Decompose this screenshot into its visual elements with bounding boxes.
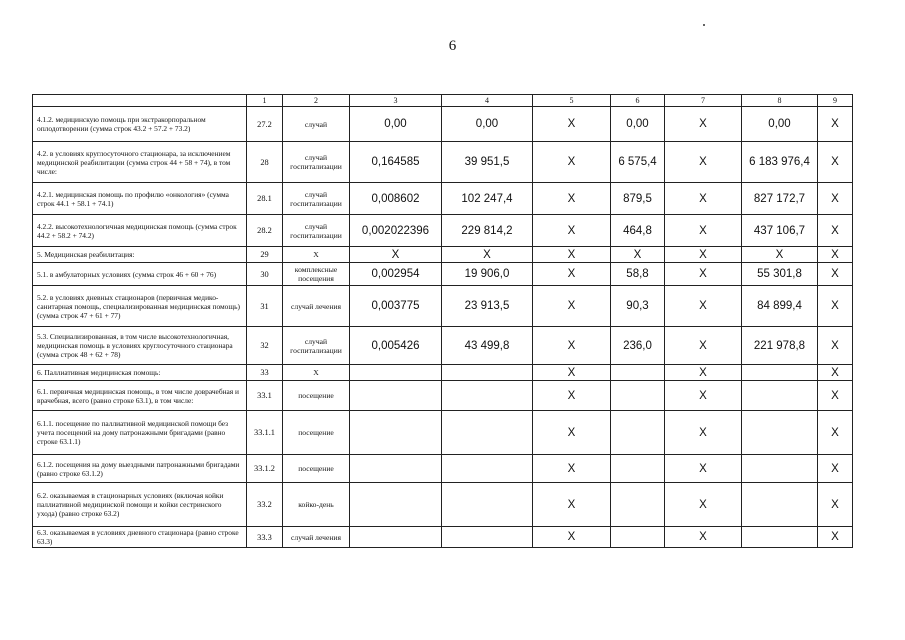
table-row xyxy=(33,527,853,548)
col8-cell: 84 899,4 xyxy=(742,286,818,327)
row-code-cell: 29 xyxy=(247,247,283,263)
col5-cell: X xyxy=(533,365,611,381)
col5-cell: X xyxy=(533,455,611,483)
header-cell: 9 xyxy=(818,95,853,107)
col9-cell: X xyxy=(818,365,853,381)
col5-cell: X xyxy=(533,381,611,411)
col6-cell: 58,8 xyxy=(611,263,665,286)
col9-cell: X xyxy=(818,247,853,263)
col6-cell xyxy=(611,365,665,381)
col6-cell: 464,8 xyxy=(611,215,665,247)
col8-cell xyxy=(742,527,818,548)
row-unit-cell: случай госпитализации xyxy=(283,215,350,247)
col6-cell xyxy=(611,411,665,455)
row-unit-cell: случай госпитализации xyxy=(283,327,350,365)
col4-cell xyxy=(442,365,533,381)
row-code-cell: 31 xyxy=(247,286,283,327)
col3-cell: 0,003775 xyxy=(350,286,442,327)
row-name-cell: 6.3. оказываемая в условиях дневного стационара (равно строке 63.3) xyxy=(33,527,247,548)
col5-cell: X xyxy=(533,483,611,527)
row-name-cell: 5.1. в амбулаторных условиях (сумма строк 46 + 60 + 76) xyxy=(33,263,247,286)
row-unit-cell: посещение xyxy=(283,411,350,455)
col5-cell: X xyxy=(533,142,611,183)
header-cell: 4 xyxy=(442,95,533,107)
data-table xyxy=(32,94,853,548)
col6-cell xyxy=(611,483,665,527)
col3-cell xyxy=(350,455,442,483)
row-unit-cell: случай госпитализации xyxy=(283,142,350,183)
col7-cell: X xyxy=(665,263,742,286)
col8-cell: 6 183 976,4 xyxy=(742,142,818,183)
row-code-cell: 30 xyxy=(247,263,283,286)
col7-cell: X xyxy=(665,183,742,215)
col4-cell: 23 913,5 xyxy=(442,286,533,327)
col8-cell xyxy=(742,365,818,381)
col7-cell: X xyxy=(665,365,742,381)
table-row xyxy=(33,455,853,483)
col9-cell: X xyxy=(818,263,853,286)
col9-cell: X xyxy=(818,183,853,215)
col9-cell: X xyxy=(818,527,853,548)
header-cell: 7 xyxy=(665,95,742,107)
col3-cell: 0,164585 xyxy=(350,142,442,183)
table-row xyxy=(33,286,853,327)
row-name-cell: 6.1. первичная медицинская помощь, в том числе доврачебная и врачебная, всего (равно строке 63.1), в том числе: xyxy=(33,381,247,411)
table-row xyxy=(33,365,853,381)
col8-cell: 0,00 xyxy=(742,107,818,142)
col5-cell: X xyxy=(533,286,611,327)
col5-cell: X xyxy=(533,107,611,142)
row-code-cell: 33.2 xyxy=(247,483,283,527)
col4-cell: 19 906,0 xyxy=(442,263,533,286)
col5-cell: X xyxy=(533,327,611,365)
row-name-cell: 4.2.2. высокотехнологичная медицинская помощь (сумма строк 44.2 + 58.2 + 74.2) xyxy=(33,215,247,247)
row-unit-cell: комплексные посещения xyxy=(283,263,350,286)
page-number: 6 xyxy=(448,38,457,54)
col3-cell: 0,00 xyxy=(350,107,442,142)
col6-cell: 90,3 xyxy=(611,286,665,327)
scan-speck xyxy=(703,24,705,26)
col4-cell xyxy=(442,381,533,411)
header-cell: 2 xyxy=(283,95,350,107)
col4-cell xyxy=(442,483,533,527)
col7-cell: X xyxy=(665,247,742,263)
table-row xyxy=(33,411,853,455)
row-code-cell: 32 xyxy=(247,327,283,365)
row-code-cell: 28.2 xyxy=(247,215,283,247)
col9-cell: X xyxy=(818,286,853,327)
col7-cell: X xyxy=(665,215,742,247)
col4-cell: X xyxy=(442,247,533,263)
col4-cell: 102 247,4 xyxy=(442,183,533,215)
col5-cell: X xyxy=(533,215,611,247)
row-code-cell: 28.1 xyxy=(247,183,283,215)
header-row xyxy=(33,95,853,107)
col9-cell: X xyxy=(818,327,853,365)
col4-cell: 229 814,2 xyxy=(442,215,533,247)
col6-cell: 879,5 xyxy=(611,183,665,215)
header-cell: 8 xyxy=(742,95,818,107)
row-code-cell: 33 xyxy=(247,365,283,381)
col8-cell: 437 106,7 xyxy=(742,215,818,247)
col3-cell: 0,002022396 xyxy=(350,215,442,247)
col4-cell: 0,00 xyxy=(442,107,533,142)
col7-cell: X xyxy=(665,483,742,527)
col8-cell xyxy=(742,381,818,411)
col7-cell: X xyxy=(665,142,742,183)
row-name-cell: 6.1.2. посещения на дому выездными патронажными бригадами (равно строке 63.1.2) xyxy=(33,455,247,483)
row-code-cell: 33.1.1 xyxy=(247,411,283,455)
col9-cell: X xyxy=(818,455,853,483)
col5-cell: X xyxy=(533,411,611,455)
col7-cell: X xyxy=(665,381,742,411)
col5-cell: X xyxy=(533,247,611,263)
row-unit-cell: X xyxy=(283,247,350,263)
row-name-cell: 5.2. в условиях дневных стационаров (первичная медико-санитарная помощь, специализированная медицинская помощь) (сумма строк 47 + 61 + 77) xyxy=(33,286,247,327)
col7-cell: X xyxy=(665,286,742,327)
header-cell: 3 xyxy=(350,95,442,107)
col4-cell: 39 951,5 xyxy=(442,142,533,183)
table-row xyxy=(33,381,853,411)
row-unit-cell: посещение xyxy=(283,455,350,483)
col6-cell xyxy=(611,527,665,548)
row-name-cell: 6. Паллиативная медицинская помощь: xyxy=(33,365,247,381)
row-unit-cell: случай лечения xyxy=(283,527,350,548)
col6-cell: 236,0 xyxy=(611,327,665,365)
col5-cell: X xyxy=(533,263,611,286)
col9-cell: X xyxy=(818,142,853,183)
col9-cell: X xyxy=(818,411,853,455)
row-unit-cell: койко-день xyxy=(283,483,350,527)
col3-cell: 0,005426 xyxy=(350,327,442,365)
table-row xyxy=(33,247,853,263)
row-code-cell: 33.3 xyxy=(247,527,283,548)
col6-cell xyxy=(611,381,665,411)
col3-cell: 0,008602 xyxy=(350,183,442,215)
row-unit-cell: посещение xyxy=(283,381,350,411)
header-cell xyxy=(33,95,247,107)
col8-cell: X xyxy=(742,247,818,263)
col6-cell: 6 575,4 xyxy=(611,142,665,183)
col4-cell: 43 499,8 xyxy=(442,327,533,365)
col6-cell xyxy=(611,455,665,483)
col9-cell: X xyxy=(818,107,853,142)
header-cell: 6 xyxy=(611,95,665,107)
col3-cell: 0,002954 xyxy=(350,263,442,286)
col3-cell xyxy=(350,365,442,381)
col8-cell: 55 301,8 xyxy=(742,263,818,286)
col3-cell: X xyxy=(350,247,442,263)
table-row xyxy=(33,183,853,215)
row-name-cell: 6.1.1. посещение по паллиативной медицинской помощи без учета посещений на дому патронажными бригадами (равно строке 63.1.1) xyxy=(33,411,247,455)
row-name-cell: 6.2. оказываемая в стационарных условиях (включая койки паллиативной медицинской помощи и койки сестринского ухода) (равно строке 63.2) xyxy=(33,483,247,527)
row-unit-cell: случай лечения xyxy=(283,286,350,327)
col4-cell xyxy=(442,411,533,455)
col5-cell: X xyxy=(533,527,611,548)
col9-cell: X xyxy=(818,483,853,527)
col8-cell: 827 172,7 xyxy=(742,183,818,215)
col7-cell: X xyxy=(665,455,742,483)
col6-cell: 0,00 xyxy=(611,107,665,142)
row-code-cell: 33.1.2 xyxy=(247,455,283,483)
col7-cell: X xyxy=(665,327,742,365)
row-name-cell: 4.2. в условиях круглосуточного стационара, за исключением медицинской реабилитации (сумма строк 44 + 58 + 74), в том числе: xyxy=(33,142,247,183)
col7-cell: X xyxy=(665,107,742,142)
row-unit-cell: случай госпитализации xyxy=(283,183,350,215)
table-row xyxy=(33,142,853,183)
col8-cell xyxy=(742,411,818,455)
col8-cell: 221 978,8 xyxy=(742,327,818,365)
row-code-cell: 33.1 xyxy=(247,381,283,411)
col9-cell: X xyxy=(818,381,853,411)
table-row xyxy=(33,263,853,286)
col7-cell: X xyxy=(665,527,742,548)
col6-cell: X xyxy=(611,247,665,263)
col7-cell: X xyxy=(665,411,742,455)
header-cell: 1 xyxy=(247,95,283,107)
row-name-cell: 4.1.2. медицинскую помощь при экстракорпоральном оплодотворении (сумма строк 43.2 + 57.2 + 73.2) xyxy=(33,107,247,142)
table-row xyxy=(33,215,853,247)
row-name-cell: 4.2.1. медицинская помощь по профилю «онкология» (сумма строк 44.1 + 58.1 + 74.1) xyxy=(33,183,247,215)
table-row xyxy=(33,483,853,527)
col5-cell: X xyxy=(533,183,611,215)
col3-cell xyxy=(350,411,442,455)
row-name-cell: 5.3. Специализированная, в том числе высокотехнологичная, медицинская помощь в условиях круглосуточного стационара (сумма строк 48 + 62 + 78) xyxy=(33,327,247,365)
row-code-cell: 27.2 xyxy=(247,107,283,142)
row-code-cell: 28 xyxy=(247,142,283,183)
table-row xyxy=(33,327,853,365)
col3-cell xyxy=(350,527,442,548)
table-row xyxy=(33,107,853,142)
row-unit-cell: X xyxy=(283,365,350,381)
row-unit-cell: случай xyxy=(283,107,350,142)
col3-cell xyxy=(350,483,442,527)
row-name-cell: 5. Медицинская реабилитация: xyxy=(33,247,247,263)
header-cell: 5 xyxy=(533,95,611,107)
col4-cell xyxy=(442,455,533,483)
col9-cell: X xyxy=(818,215,853,247)
col3-cell xyxy=(350,381,442,411)
col8-cell xyxy=(742,455,818,483)
col8-cell xyxy=(742,483,818,527)
col4-cell xyxy=(442,527,533,548)
